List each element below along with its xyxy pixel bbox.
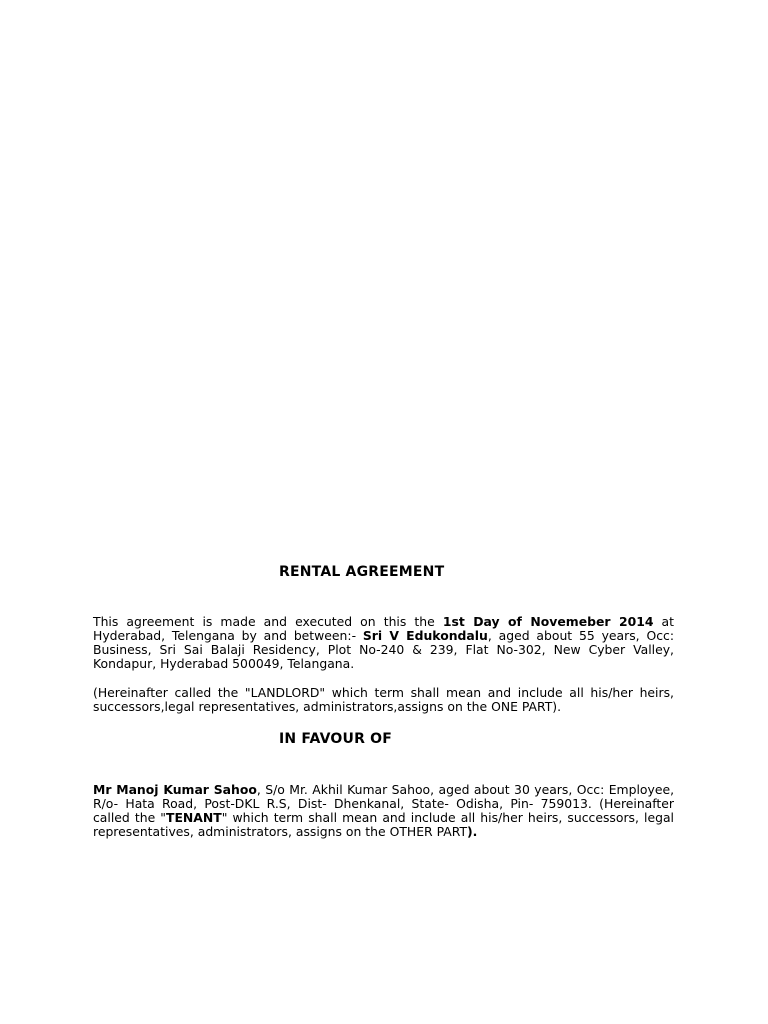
tenant-name: Mr Manoj Kumar Sahoo [93,782,257,797]
document-title: RENTAL AGREEMENT [279,564,445,580]
intro-text-2: at Hyderabad, Telengana by and between:- [93,614,675,643]
intro-paragraph [93,615,674,671]
agreement-date: 1st Day of Novemeber 2014 [442,614,654,629]
intro-text-1: This agreement is made and executed on this the [93,614,443,629]
tenant-text-1: , S/o Mr. Akhil Kumar Sahoo, aged about 30 years, Occ: Employee, R/o- Hata Road, Post-DKL R.S, Dist- Dhenkanal, State- Odisha, Pin- 759013. (Hereinafter called the " [93,782,675,825]
tenant-paragraph [93,783,674,839]
tenant-text-2: " which term shall mean and include all his/her heirs, successors, legal representatives, administrators, assigns on the OTHER PART [93,810,674,839]
tenant-word: TENANT [166,810,222,825]
intro-text-3: , aged about 55 years, Occ: Business, Sri Sai Balaji Residency, Plot No-240 & 239, Flat No-302, New Cyber Valley, Kondapur, Hyderabad 500049, Telangana. [93,628,674,671]
tenant-end: ). [467,824,478,839]
landlord-clause: (Hereinafter called the "LANDLORD" which term shall mean and include all his/her heirs, successors,legal representatives, administrators,assigns on the ONE PART). [93,685,674,714]
favour-heading: IN FAVOUR OF [279,731,393,747]
landlord-name: Sri V Edukondalu [362,628,488,643]
